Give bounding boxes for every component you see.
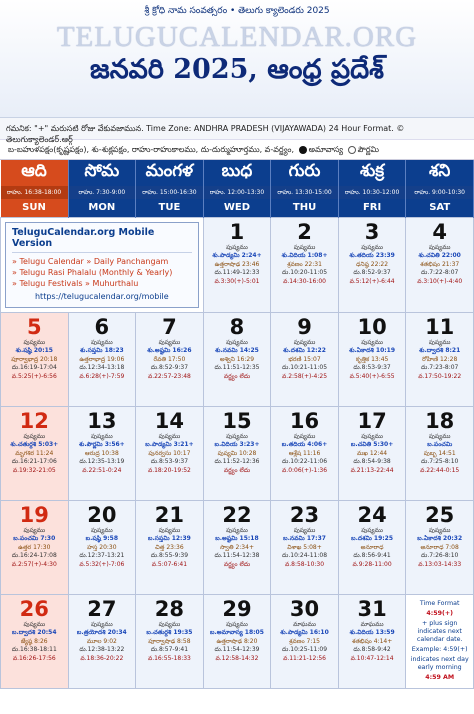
nakshatra: ఉత్తరాషాఢ 8:20 [216, 637, 258, 645]
day-cell[interactable] [1, 594, 69, 688]
varjyam: వ.8:58-10:30 [284, 560, 325, 568]
durmuhurtham: దు.16:19-17:04 [11, 364, 57, 371]
month-name: పుష్యము [226, 620, 248, 628]
varjyam: వ.22:57-23:48 [147, 372, 191, 380]
tithi: బ.ఏకాదశి 20:32 [417, 535, 463, 542]
legend-text: బ-బహుళపక్షం(కృష్ణపక్షం), శు-శుక్లపక్షం, రాహు-రాహుకాలము, దు-దుర్ముహూర్తము, వ-వర్జ్యం, [8, 145, 295, 154]
tithi: శు.చతుర్దశి 5:03+ [10, 441, 59, 448]
nakshatra: పుబ్బ 14:51 [423, 449, 456, 457]
durmuhurtham: దు.11:49-12:33 [214, 269, 260, 276]
month-name: పుష్యము [361, 243, 383, 251]
varjyam: వ.13:03-14:33 [418, 560, 462, 568]
day-cell[interactable] [136, 594, 204, 688]
month-name: పుష్యము [226, 526, 248, 534]
legend-new-moon: అమావాస్య [308, 145, 344, 154]
tithi: శు.షష్ఠి 20:15 [15, 347, 53, 354]
durmuhurtham: దు.8:52-9:37 [353, 269, 391, 276]
nakshatra: విశాఖ 5:08+ [287, 543, 322, 551]
varjyam: వ.6:28(+)-7:59 [79, 372, 125, 380]
header-topline: శ్రీ క్రోధి నామ సంవత్సరం • తెలుగు క్యాలెండరు 2025 [144, 6, 330, 16]
day-cell[interactable] [1, 312, 69, 406]
durmuhurtham: దు.10:20-11:05 [282, 269, 328, 276]
durmuhurtham: దు.10:25-11:09 [282, 646, 328, 653]
nakshatra: పూర్వాషాఢ 8:58 [148, 637, 191, 645]
date-number: 10 [357, 314, 387, 339]
durmuhurtham: దు.16:21-17:06 [11, 458, 57, 465]
durmuhurtham: దు.10:24-11:08 [282, 552, 328, 559]
nakshatra: మూల 9:02 [86, 637, 117, 645]
durmuhurtham: దు.12:37-13:21 [79, 552, 125, 559]
varjyam: వ.19:32-21:05 [12, 466, 56, 474]
varjyam: వ.17:50-19:22 [418, 372, 462, 380]
date-number: 30 [289, 596, 320, 621]
date-number: 17 [357, 408, 387, 433]
durmuhurtham: దు.8:53-9:37 [150, 458, 189, 465]
nakshatra: ఆశ్లేష 11:16 [288, 449, 321, 457]
mobile-link[interactable]: » Telugu Festivals » Muhurthalu [12, 278, 139, 288]
varjyam: వ.12:58-14:32 [215, 654, 259, 662]
varjyam: వ.5:40(+)-6:55 [349, 372, 395, 380]
date-number: 13 [87, 408, 117, 433]
durmuhurtham: దు.12:38-13:22 [79, 646, 125, 653]
rahu-time-thu: రాహు. 13:30-15:00 [271, 186, 339, 199]
tithi: శు.పాడ్యమి 16:10 [280, 629, 329, 636]
tithi: శు.పౌర్ణమి 3:56+ [78, 441, 125, 448]
month-name: పుష్యము [158, 526, 181, 534]
month-name: పుష్యము [293, 526, 316, 534]
timezone-note: గమనిక: "+" మరుసటి రోజు వేకువజామున. Time Zone: ANDHRA PRADESH (VIJAYAWADA) 24 Hour Format. © తెలుగుక్యాలెండర్.ఆర్గ్ [0, 118, 474, 140]
day-cell[interactable] [68, 594, 136, 688]
durmuhurtham: దు.11:54-12:39 [214, 646, 260, 653]
date-number: 4 [432, 219, 447, 244]
varjyam: వ.18:20-19:52 [147, 466, 191, 474]
varjyam: వ.22:51-0:24 [82, 466, 122, 474]
day-label-sat: SAT [406, 199, 474, 217]
month-name: పుష్యము [428, 432, 451, 440]
day-cell[interactable] [203, 217, 271, 312]
date-number: 7 [162, 314, 177, 339]
month-name: పుష్యము [158, 620, 181, 628]
day-cell[interactable] [406, 406, 474, 500]
month-name: పుష్యము [226, 338, 248, 346]
month-name: పుష్యము [158, 432, 181, 440]
day-cell[interactable] [406, 312, 474, 406]
tithi: శు.నవమి 14:25 [215, 347, 259, 354]
month-name: మాఘము [360, 620, 384, 628]
durmuhurtham: దు.16:38-18:11 [11, 646, 57, 653]
mobile-link[interactable]: » Telugu Rasi Phalalu (Monthly & Yearly) [12, 267, 173, 277]
durmuhurtham: దు.10:22-11:06 [282, 458, 328, 465]
day-cell[interactable] [271, 217, 339, 312]
date-number: 12 [19, 408, 49, 433]
month-name: పుష్యము [361, 338, 383, 346]
varjyam: వ.5:12(+)-6:44 [349, 277, 395, 285]
varjyam: వ.3:30(+)-5:01 [214, 277, 260, 285]
tithi: బ.పాడ్యమి 3:21+ [145, 441, 194, 448]
varjyam: వ.5:07-6:41 [151, 560, 188, 568]
varjyam: వ.14:30-16:00 [283, 277, 326, 285]
time-format-line: Example: 4:59(+) [411, 645, 468, 653]
date-number: 3 [364, 219, 380, 244]
tithi: బ.ద్వాదశి 20:54 [12, 629, 57, 636]
day-header-tue: మంగళ [136, 160, 204, 186]
month-name: పుష్యము [158, 338, 181, 346]
mobile-link[interactable]: » Telugu Calendar » Daily Panchangam [12, 256, 169, 266]
varjyam: వ.0:06(+)-1:36 [282, 466, 328, 474]
durmuhurtham: దు.8:52-9:37 [150, 364, 189, 371]
nakshatra: శ్రవణం 7:15 [289, 637, 320, 645]
varjyam: వర్జ్యం లేదు [223, 466, 251, 474]
month-name: పుష్యము [23, 338, 46, 346]
tithi: బ.అమావాస్య 18:05 [210, 629, 264, 636]
tithi: బ.దశమి 19:25 [351, 535, 394, 542]
month-name: పుష్యము [23, 620, 46, 628]
date-number: 21 [154, 502, 185, 527]
month-name: పుష్యము [91, 432, 113, 440]
nakshatra: శతభిషం 21:37 [420, 260, 460, 268]
tithi: బ.సప్తమి 12:39 [148, 535, 191, 542]
day-cell[interactable] [68, 500, 136, 594]
date-number: 23 [289, 502, 320, 527]
nakshatra: అనూరాధ [360, 543, 384, 551]
day-label-wed: WED [203, 199, 271, 217]
month-name: పుష్యము [293, 338, 316, 346]
varjyam: వ.10:47-12:14 [350, 654, 394, 662]
day-cell[interactable] [136, 406, 204, 500]
durmuhurtham: దు.10:21-11:05 [282, 364, 328, 371]
day-cell[interactable] [203, 594, 271, 688]
month-name: పుష్యము [91, 526, 113, 534]
month-name: మాఘము [293, 620, 316, 628]
durmuhurtham: దు.11:54-12:38 [214, 552, 260, 559]
day-cell[interactable] [338, 217, 406, 312]
day-label-thu: THU [271, 199, 339, 217]
tithi: శు.విదియ 13:59 [349, 629, 395, 636]
nakshatra: రోహిణి 12:28 [422, 355, 458, 363]
day-cell[interactable] [338, 500, 406, 594]
month-name: పుష్యము [428, 526, 451, 534]
varjyam: వ.3:10(+)-4:40 [417, 277, 463, 285]
day-cell[interactable] [203, 500, 271, 594]
tithi: బ.పంచమి [427, 441, 453, 448]
tithi: బ.పంచమి 7:30 [13, 535, 56, 542]
day-cell[interactable] [68, 406, 136, 500]
date-number: 24 [357, 502, 387, 527]
durmuhurtham: దు.8:54-9:38 [353, 458, 391, 465]
month-name: పుష్యము [226, 243, 248, 251]
nakshatra: శతభిషం 4:14+ [351, 637, 393, 645]
varjyam: వ.21:13-22:44 [350, 466, 394, 474]
day-cell[interactable] [136, 500, 204, 594]
date-number: 26 [19, 596, 49, 621]
day-cell[interactable] [271, 406, 339, 500]
day-cell[interactable] [271, 500, 339, 594]
day-cell[interactable] [68, 312, 136, 406]
day-cell[interactable] [271, 594, 339, 688]
legend-full-moon: పౌర్ణమి [357, 145, 379, 154]
tithi: బ.నవమి 17:37 [283, 535, 326, 542]
nakshatra: మఖ 12:44 [357, 449, 388, 457]
day-cell[interactable] [136, 312, 204, 406]
day-cell[interactable] [203, 312, 271, 406]
rahu-time-wed: రాహు. 12:00-13:30 [203, 186, 271, 199]
date-number: 9 [297, 314, 312, 339]
full-moon-icon [348, 146, 356, 154]
nakshatra: హస్త 20:30 [87, 543, 117, 551]
day-cell[interactable] [203, 406, 271, 500]
tithi: బ.అష్టమి 15:18 [215, 535, 259, 542]
month-name: పుష్యము [428, 243, 451, 251]
month-name: పుష్యము [23, 526, 46, 534]
day-cell[interactable] [406, 217, 474, 312]
nakshatra: ధనిష్ఠ 22:22 [356, 260, 389, 268]
day-label-fri: FRI [338, 199, 406, 217]
nakshatra: కృత్తిక 13:45 [355, 355, 389, 363]
nakshatra: భరణి 15:07 [288, 355, 321, 363]
nakshatra: అనూరాధ 7:08 [420, 543, 459, 551]
varjyam: వర్జ్యం లేదు [223, 372, 251, 380]
durmuhurtham: దు.8:56-9:41 [353, 552, 391, 559]
date-number: 11 [425, 314, 455, 339]
month-name: పుష్యము [91, 620, 113, 628]
nakshatra: ఉత్తరాభాద్ర 19:06 [79, 355, 125, 363]
date-number: 29 [222, 596, 252, 621]
nakshatra: పుష్యమి 10:28 [217, 449, 257, 457]
day-header-thu: గురు [271, 160, 339, 186]
date-number: 15 [222, 408, 252, 433]
tithi: శు.చవితి 22:00 [418, 252, 461, 259]
varjyam: వ.9:28-11:00 [352, 560, 392, 568]
nakshatra: ఆరుద్ర 10:38 [84, 449, 119, 457]
date-number: 6 [94, 314, 110, 339]
varjyam: వ.5:32(+)-7:06 [79, 560, 125, 568]
durmuhurtham: దు.8:58-9:42 [353, 646, 391, 653]
rahu-time-tue: రాహు. 15:00-16:30 [136, 186, 204, 199]
month-name: పుష్యము [361, 526, 383, 534]
nakshatra: జ్యేష్ఠ 8:26 [20, 637, 48, 645]
time-format-line: indicates next day early morning [410, 655, 469, 671]
durmuhurtham: దు.11:51-12:35 [214, 364, 260, 371]
rahu-time-fri: రాహు. 10:30-12:00 [338, 186, 406, 199]
durmuhurtham: దు.7:25-8:10 [421, 458, 459, 465]
header [0, 0, 474, 118]
calendar-grid [0, 160, 474, 689]
nakshatra: ఉత్తరాషాఢ 23:46 [214, 260, 260, 268]
varjyam: వ.16:26-17:56 [12, 654, 56, 662]
varjyam: వ.2:57(+)-4:30 [11, 560, 57, 568]
date-number: 16 [289, 408, 320, 433]
month-name: పుష్యము [361, 432, 383, 440]
tithi: శు.విదియ 1:08+ [281, 252, 328, 259]
month-name: పుష్యము [226, 432, 248, 440]
month-name: పుష్యము [91, 338, 113, 346]
tithi: శు.పాడ్యమి 2:24+ [212, 252, 262, 259]
day-header-sun: ఆది [1, 160, 69, 186]
month-name: పుష్యము [23, 432, 46, 440]
varjyam: వ.5:25(+)-6:56 [11, 372, 57, 380]
tithi: శు.ద్వాదశి 8:21 [419, 347, 461, 354]
nakshatra: పునర్వసు 10:17 [148, 449, 191, 457]
mobile-box [5, 222, 199, 308]
varjyam: వ.11:21-12:56 [283, 654, 326, 662]
tithi: శు.దశమి 12:22 [283, 347, 326, 354]
time-format-note [406, 594, 474, 688]
day-cell[interactable] [338, 406, 406, 500]
date-number: 8 [229, 314, 245, 339]
month-name: పుష్యము [293, 243, 316, 251]
date-number: 19 [19, 502, 49, 527]
mobile-url-link[interactable]: https://telugucalendar.org/mobile [34, 291, 169, 301]
date-number: 1 [229, 219, 245, 244]
nakshatra: అశ్విని 16:29 [219, 355, 255, 363]
day-label-mon: MON [68, 199, 136, 217]
day-cell[interactable] [1, 500, 69, 594]
date-number: 2 [297, 219, 312, 244]
day-label-sun: SUN [1, 199, 69, 217]
day-cell[interactable] [1, 406, 69, 500]
varjyam: వర్జ్యం లేదు [223, 560, 251, 568]
durmuhurtham: దు.8:55-9:39 [150, 552, 189, 559]
durmuhurtham: దు.7:26-8:10 [421, 552, 459, 559]
varjyam: వ.16:55-18:33 [147, 654, 191, 662]
durmuhurtham: దు.8:53-9:37 [353, 364, 391, 371]
rahu-time-sun: రాహు. 16:38-18:00 [1, 186, 69, 199]
durmuhurtham: దు.7:22-8:07 [421, 269, 459, 276]
date-number: 28 [154, 596, 185, 621]
tithi: బ.చతుర్దశి 19:35 [146, 629, 193, 636]
durmuhurtham: దు.7:23-8:07 [421, 364, 459, 371]
page-title: జనవరి 2025, ఆంధ్ర ప్రదేశ్ [89, 54, 385, 85]
new-moon-icon [299, 146, 307, 154]
date-number: 22 [222, 502, 252, 527]
date-number: 25 [425, 502, 455, 527]
nakshatra: రేవతి 17:50 [153, 355, 186, 363]
date-number: 27 [87, 596, 117, 621]
tithi: శు.ఏకాదశి 10:19 [349, 347, 396, 354]
durmuhurtham: దు.12:35-13:19 [79, 458, 125, 465]
time-format-line: 4:59 AM [425, 673, 455, 681]
nakshatra: చిత్త 23:36 [155, 543, 184, 551]
nakshatra: ఉత్తర 17:30 [18, 543, 51, 551]
mobile-version-box [1, 217, 204, 312]
tithi: బ.షష్ఠి 9:58 [85, 535, 119, 542]
rahu-time-mon: రాహు. 7:30-9:00 [68, 186, 136, 199]
nakshatra: పూర్వాభాద్ర 20:18 [11, 355, 58, 363]
day-cell[interactable] [406, 500, 474, 594]
tithi: శు.అష్టమి 16:26 [147, 347, 192, 354]
durmuhurtham: దు.16:24-17:08 [11, 552, 57, 559]
tithi: బ.త్రయోదశి 20:34 [76, 629, 127, 636]
varjyam: వ.22:44-0:15 [420, 466, 460, 474]
mobile-box-heading[interactable]: TeluguCalendar.org Mobile Version [12, 227, 192, 253]
nakshatra: శ్రవణం 22:31 [287, 260, 322, 268]
date-number: 31 [357, 596, 387, 621]
durmuhurtham: దు.8:57-9:41 [150, 646, 189, 653]
day-header-mon: సోమ [68, 160, 136, 186]
day-label-tue: TUE [136, 199, 204, 217]
day-header-fri: శుక్ర [338, 160, 406, 186]
time-format-line: Time Format [419, 599, 460, 607]
tithi: బ.తదియ 4:06+ [281, 441, 328, 448]
day-cell[interactable] [338, 312, 406, 406]
nakshatra: స్వాతి 2:34+ [219, 543, 254, 551]
day-cell[interactable] [338, 594, 406, 688]
day-cell[interactable] [271, 312, 339, 406]
site-logo[interactable]: TELUGUCALENDAR.ORG [56, 21, 418, 53]
day-header-wed: బుధ [203, 160, 271, 186]
durmuhurtham: దు.12:34-13:18 [79, 364, 125, 371]
tithi: బ.విదియ 3:23+ [214, 441, 260, 448]
tithi: బ.చవితి 5:30+ [350, 441, 394, 448]
time-format-line: 4:59(+) [426, 609, 454, 617]
tithi: శు.తదియ 23:39 [349, 252, 395, 259]
varjyam: వ.2:58(+)-4:25 [282, 372, 328, 380]
varjyam: వ.18:36-20:22 [80, 654, 124, 662]
durmuhurtham: దు.11:52-12:36 [214, 458, 260, 465]
time-format-line: + plus sign indicates next calendar date. [416, 619, 463, 643]
day-header-sat: శని [406, 160, 474, 186]
month-name: పుష్యము [293, 432, 316, 440]
rahu-time-sat: రాహు. 9:00-10:30 [406, 186, 474, 199]
date-number: 20 [87, 502, 117, 527]
date-number: 5 [26, 314, 42, 339]
date-number: 18 [425, 408, 455, 433]
nakshatra: మృగశిర 11:24 [15, 449, 54, 457]
tithi: శు.సప్తమి 18:23 [80, 347, 124, 354]
date-number: 14 [154, 408, 185, 433]
month-name: పుష్యము [428, 338, 451, 346]
